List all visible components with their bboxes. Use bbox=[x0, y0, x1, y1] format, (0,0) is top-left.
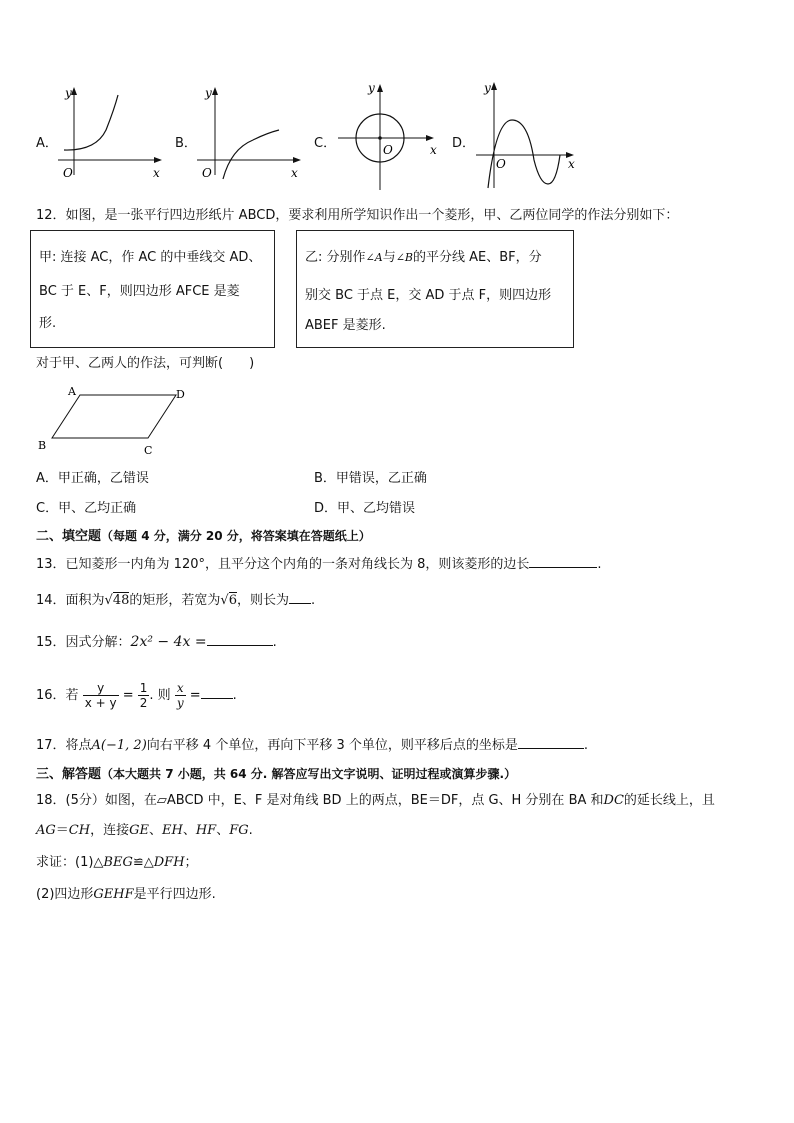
q16 bbox=[36, 670, 237, 710]
q18-fg: FG bbox=[229, 823, 249, 838]
figure-label-a: A bbox=[68, 385, 76, 398]
q18-gehf: GEHF bbox=[93, 887, 134, 902]
q15 bbox=[36, 631, 277, 652]
q16-end: . bbox=[232, 688, 237, 703]
figure-label-c: C bbox=[144, 444, 153, 457]
graph-a-y: y bbox=[65, 86, 72, 100]
fraction-x-over-y bbox=[175, 681, 186, 710]
q18-prove-a: 求证：(1)△ bbox=[36, 855, 104, 870]
q18-prove-2 bbox=[36, 886, 216, 904]
q15-end: . bbox=[272, 635, 277, 650]
q18-ag: AG bbox=[36, 823, 56, 838]
sqrt-48-radicand: 48 bbox=[112, 593, 130, 608]
q18-congruent: ≌△ bbox=[132, 855, 154, 870]
graph-b-x: x bbox=[291, 166, 298, 180]
yi-line-3: ABEF 是菱形. bbox=[305, 318, 386, 333]
q18-beg: BEG bbox=[103, 855, 133, 870]
q14-a: 14．面积为 bbox=[36, 593, 105, 608]
q14-answer-blank[interactable] bbox=[289, 589, 311, 604]
section-2-heading bbox=[36, 527, 371, 546]
q16-b: . 则 bbox=[149, 688, 171, 703]
q17-end: . bbox=[583, 738, 588, 753]
graph-option-d-label: D． bbox=[452, 136, 476, 151]
q12-stem: 12．如图，是一张平行四边形纸片 ABCD，要求利用所学知识作出一个菱形，甲、乙两位同学的作法分别如下： bbox=[36, 208, 679, 223]
graph-a bbox=[56, 85, 166, 180]
q18-line-2 bbox=[36, 822, 253, 840]
q16-a: 16．若 bbox=[36, 688, 79, 703]
q14-end: . bbox=[311, 593, 316, 608]
q13 bbox=[36, 553, 602, 574]
yi-line-1 bbox=[305, 249, 542, 267]
q16-eq: = bbox=[122, 688, 134, 703]
q16-eq2: = bbox=[189, 688, 201, 703]
q17-b: 向右平移 4 个单位，再向下平移 3 个单位，则平移后点的坐标是 bbox=[146, 738, 518, 753]
q18-eq: ＝ bbox=[55, 823, 69, 838]
graph-a-origin: O bbox=[63, 166, 73, 180]
q18-dc: DC bbox=[603, 793, 624, 808]
section-3-heading bbox=[36, 765, 516, 784]
q12-option-d: D．甲、乙均错误 bbox=[314, 501, 416, 516]
q13-end: . bbox=[597, 557, 602, 572]
section-3-title: 三、解答题 bbox=[36, 767, 102, 782]
section-2-note: （每题 4 分，满分 20 分，将答案填在答题纸上） bbox=[101, 529, 371, 543]
q18-sep3: 、 bbox=[216, 823, 230, 838]
q18-sep2: 、 bbox=[182, 823, 196, 838]
graph-c bbox=[332, 80, 447, 192]
graph-b-y: y bbox=[205, 86, 212, 100]
frac3-den: y bbox=[176, 696, 184, 710]
figure-label-b: B bbox=[38, 439, 47, 452]
q13-text: 13．已知菱形一内角为 120°，且平分这个内角的一条对角线长为 8，则该菱形的边长 bbox=[36, 557, 530, 572]
jia-line-2: BC 于 E、F，则四边形 AFCE 是菱 bbox=[39, 284, 240, 299]
q18-l1c: 的延长线上，且 bbox=[623, 793, 715, 808]
q18-ge: GE bbox=[129, 823, 149, 838]
q16-answer-blank[interactable] bbox=[201, 670, 233, 699]
q18-part2c: 是平行四边形. bbox=[133, 887, 216, 902]
q15-expression: 2x² − 4x = bbox=[130, 634, 207, 650]
q18-hf: HF bbox=[195, 823, 217, 838]
q12-question: 对于甲、乙两人的作法，可判断( ) bbox=[36, 356, 255, 371]
fraction-y-over-x-plus-y bbox=[83, 681, 119, 710]
q18-line-1 bbox=[36, 792, 715, 810]
q17 bbox=[36, 734, 588, 755]
graph-b-origin: O bbox=[202, 166, 212, 180]
section-2-title: 二、填空题 bbox=[36, 529, 102, 544]
q18-part2a: (2)四边形 bbox=[36, 887, 94, 902]
q14-b: 的矩形，若宽为 bbox=[129, 593, 221, 608]
graph-d-origin: O bbox=[496, 157, 506, 171]
q14-c: ，则长为 bbox=[236, 593, 289, 608]
jia-line-3: 形. bbox=[39, 316, 57, 331]
graph-option-c-label: C． bbox=[314, 136, 337, 151]
q17-a: 17．将点 bbox=[36, 738, 92, 753]
frac2-num: 1 bbox=[139, 681, 148, 695]
q18-ch: CH bbox=[68, 823, 91, 838]
figure-label-d: D bbox=[176, 388, 185, 401]
graph-d bbox=[472, 80, 582, 192]
q18-dfh: DFH bbox=[153, 855, 185, 870]
graph-c-y: y bbox=[368, 81, 375, 95]
q18-l1a: 18．(5分）如图，在▱ABCD 中，E、F 是对角线 BD 上的两点，BE＝DF，点 G、H 分别在 BA 和 bbox=[36, 793, 604, 808]
section-3-note: （本大题共 7 小题，共 64 分. 解答应写出文字说明、证明过程或演算步骤.） bbox=[101, 767, 517, 781]
graph-option-a-label: A． bbox=[36, 136, 58, 151]
q18-prove-e: ； bbox=[184, 855, 198, 870]
yi-line-1-c: 的平分线 AE、BF，分 bbox=[413, 250, 542, 265]
yi-line-1-a: 乙: 分别作 bbox=[305, 250, 366, 265]
sqrt-48: √48 bbox=[104, 593, 130, 608]
q17-point: A(−1, 2) bbox=[91, 738, 147, 753]
graph-d-y: y bbox=[484, 81, 491, 95]
q12-option-b: B．甲错误，乙正确 bbox=[314, 471, 427, 486]
frac3-num: x bbox=[176, 681, 184, 695]
graph-c-x: x bbox=[430, 143, 437, 157]
graph-a-x: x bbox=[153, 166, 160, 180]
q15-answer-blank[interactable] bbox=[207, 631, 273, 646]
fraction-one-half bbox=[138, 681, 150, 710]
frac1-num: y bbox=[83, 681, 119, 696]
q18-eh: EH bbox=[162, 823, 183, 838]
jia-method-box bbox=[30, 230, 275, 348]
frac1-den: x + y bbox=[84, 696, 117, 710]
q12-option-c: C．甲、乙均正确 bbox=[36, 501, 137, 516]
q13-answer-blank[interactable] bbox=[529, 553, 597, 568]
q15-a: 15．因式分解： bbox=[36, 635, 131, 650]
q18-period: . bbox=[248, 823, 253, 838]
graph-options-row bbox=[0, 80, 794, 195]
yi-line-1-b: 与 bbox=[382, 250, 396, 265]
q17-answer-blank[interactable] bbox=[518, 734, 584, 749]
graph-b bbox=[195, 85, 305, 180]
jia-line-1: 甲: 连接 AC，作 AC 的中垂线交 AD、 bbox=[39, 250, 262, 265]
frac2-den: 2 bbox=[139, 696, 148, 710]
q18-prove-1 bbox=[36, 854, 198, 872]
yi-angle-b: ∠B bbox=[395, 251, 414, 264]
q14 bbox=[36, 589, 315, 610]
yi-line-2: 别交 BC 于点 E，交 AD 于点 F，则四边形 bbox=[305, 288, 552, 303]
q12-option-a: A．甲正确，乙错误 bbox=[36, 471, 149, 486]
parallelogram-figure bbox=[36, 383, 196, 458]
graph-c-origin: O bbox=[383, 143, 393, 157]
q18-connect: ，连接 bbox=[90, 823, 130, 838]
graph-option-b-label: B． bbox=[175, 136, 197, 151]
sqrt-6: √6 bbox=[220, 593, 237, 608]
q18-sep1: 、 bbox=[148, 823, 162, 838]
yi-angle-a: ∠A bbox=[365, 251, 383, 264]
yi-method-box bbox=[296, 230, 574, 348]
graph-d-x: x bbox=[568, 157, 575, 171]
sqrt-6-radicand: 6 bbox=[228, 593, 237, 608]
